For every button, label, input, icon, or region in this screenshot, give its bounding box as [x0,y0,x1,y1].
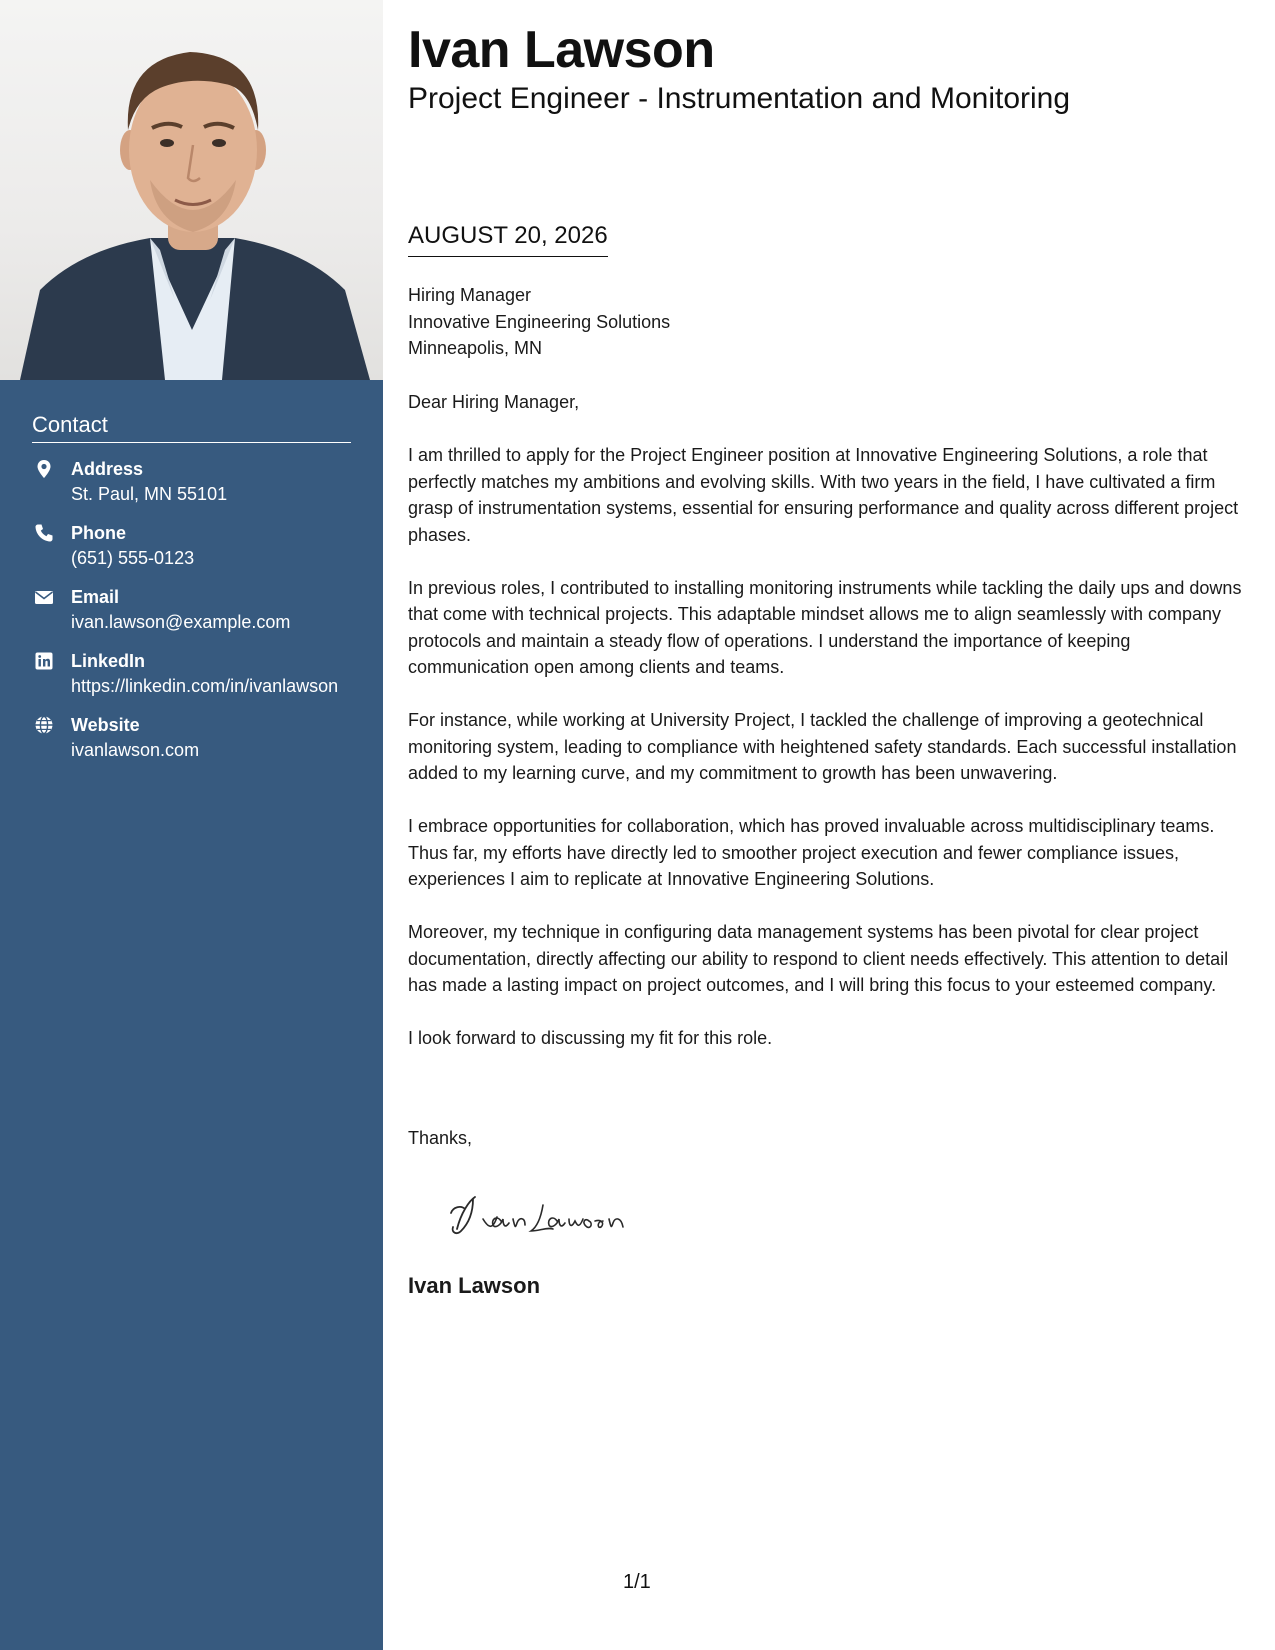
recipient-block [408,282,670,362]
contact-label: Website [71,715,140,735]
phone-icon [34,523,54,543]
contact-label: Address [71,459,144,479]
body-paragraph: For instance, while working at University Project, I tackled the challenge of improving a geotechnical monitoring system, leading to compliance with heightened safety standards. Each successful installation added to my learning curve, and my commitment to growth has been unwavering. [408,710,1237,783]
body-paragraph: I look forward to discussing my fit for this role. [408,1028,773,1048]
body-paragraph: In previous roles, I contributed to installing monitoring instruments while tackling the daily ups and downs that come with technical projects. This adaptable mindset allows me to align seamlessly with company protocols and maintain a steady flow of operations. I understand the importance of keeping communication open among clients and teams. [408,577,1242,677]
recipient-company: Innovative Engineering Solutions [408,311,671,332]
contact-phone [32,521,351,571]
email-value[interactable]: ivan.lawson@example.com [71,612,291,632]
address-value: St. Paul, MN 55101 [71,484,228,504]
body-paragraph: I embrace opportunities for collaboration, which has proved invaluable across multidisciplinary teams. Thus far, my efforts have directly led to smoother project execution and fewer compliance issues, experiences I aim to replicate at Innovative Engineering Solutions. [408,816,1215,889]
contact-section [32,412,351,777]
applicant-role: Project Engineer - Instrumentation and Monitoring [408,82,1071,115]
body-paragraph: I am thrilled to apply for the Project Engineer position at Innovative Engineering Solutions, a role that perfectly matches my ambitions and evolving skills. With two years in the field, I have cultivated a firm grasp of instrumentation systems, essential for ensuring performance and quality across different project phases. [408,445,1239,545]
letter-date: AUGUST 20, 2026 [408,222,608,257]
handwritten-signature [443,1183,643,1243]
contact-label: Email [71,587,120,607]
contact-address [32,457,351,507]
contact-label: Phone [71,523,127,543]
letter-body [408,389,1253,1078]
contact-label: LinkedIn [71,651,146,671]
closing: Thanks, [408,1128,473,1148]
sidebar [0,0,383,1650]
profile-photo [0,0,383,380]
website-value[interactable]: ivanlawson.com [71,740,200,760]
recipient-title: Hiring Manager [408,285,532,305]
contact-linkedin [32,649,351,699]
map-pin-icon [34,459,54,479]
recipient-location: Minneapolis, MN [408,338,543,358]
contact-title: Contact [32,412,351,443]
salutation: Dear Hiring Manager, [408,392,580,412]
contact-website [32,713,351,763]
signer-name: Ivan Lawson [408,1273,541,1298]
body-paragraph: Moreover, my technique in configuring data management systems has been pivotal for clear project documentation, directly affecting our ability to respond to client needs effectively. This attention to detail has made a lasting impact on project outcomes, and I will bring this focus to your esteemed company. [408,922,1229,995]
globe-icon [34,715,54,735]
envelope-icon [34,587,54,607]
linkedin-icon [34,651,54,671]
page-number: 1/1 [623,1571,651,1593]
applicant-name: Ivan Lawson [408,21,715,79]
contact-email [32,585,351,635]
phone-value: (651) 555-0123 [71,548,195,568]
linkedin-value[interactable]: https://linkedin.com/in/ivanlawson [71,676,339,696]
